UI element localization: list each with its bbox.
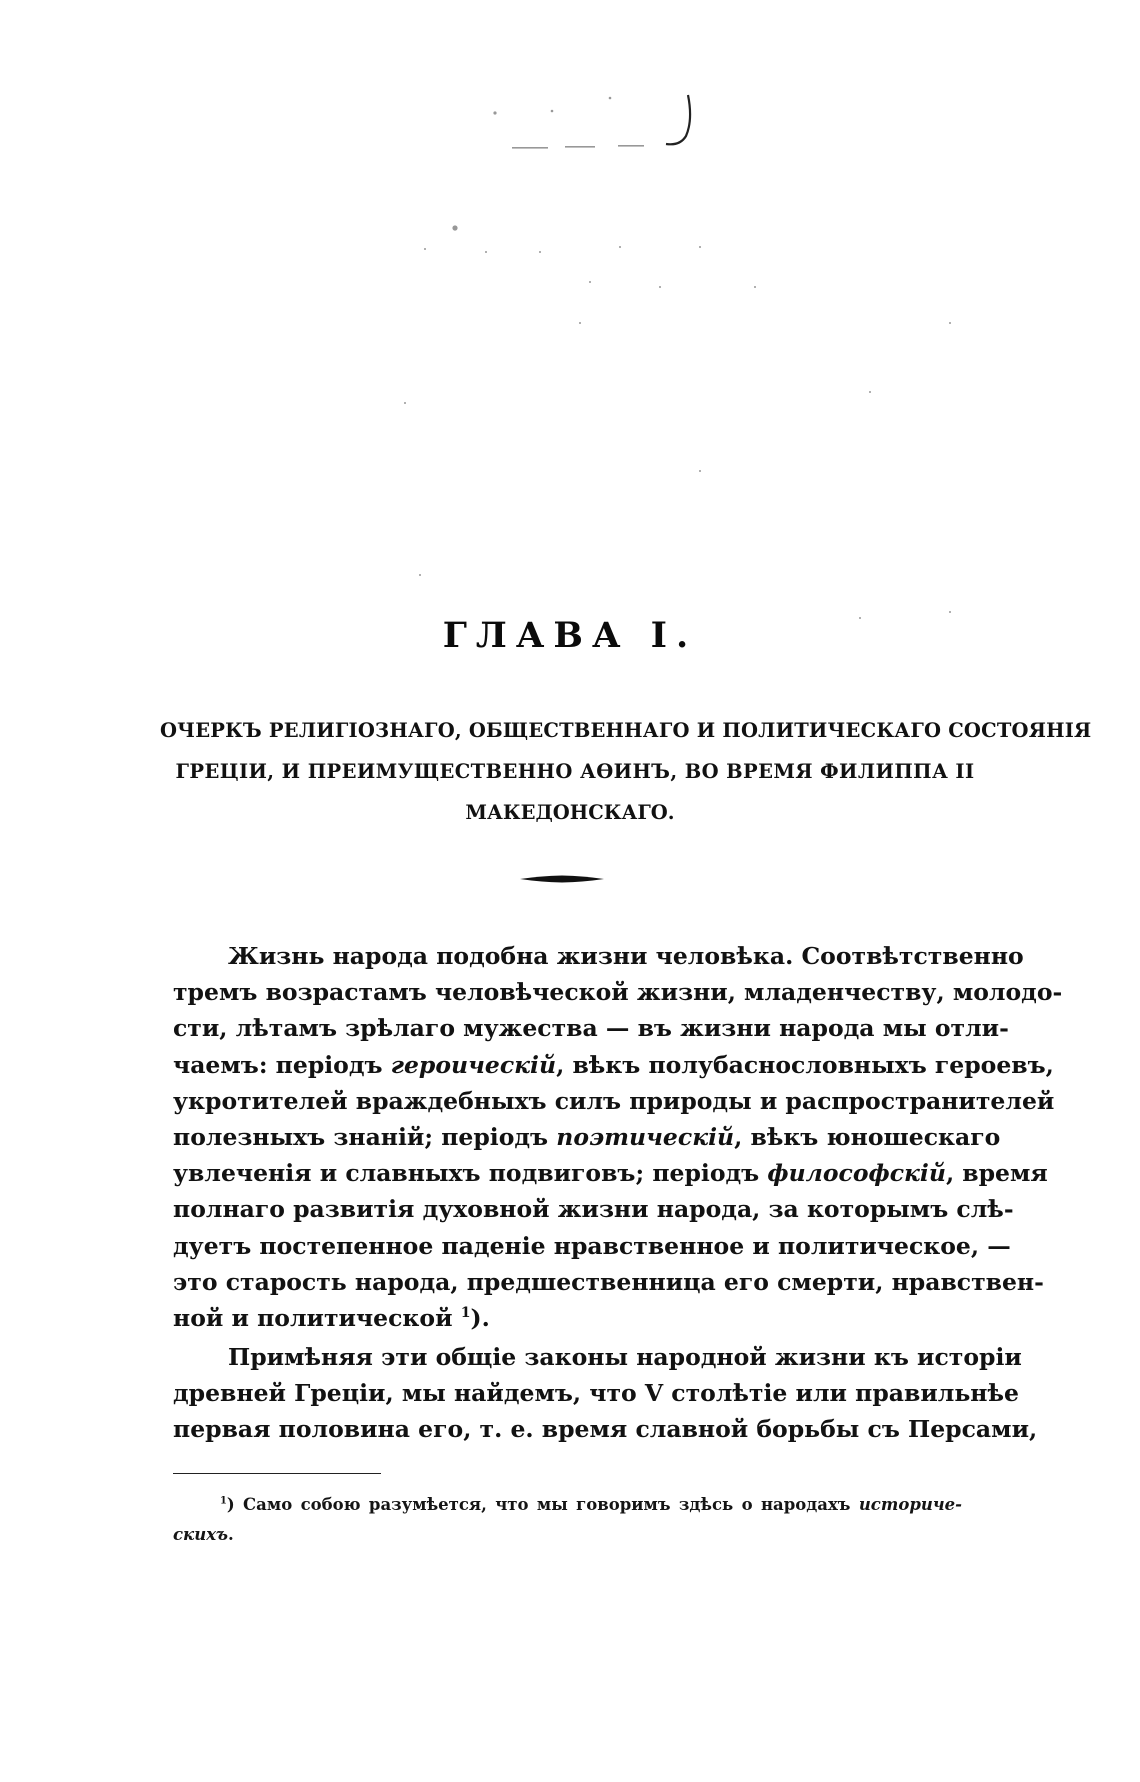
text-line: это старость народа, предшественница его смерти, нравствен- [173,1267,1044,1296]
text-run: чаемъ: періодъ [173,1050,391,1079]
footnote-ref[interactable]: 1 [460,1305,471,1322]
text-line: сти, лѣтамъ зрѣлаго мужества — въ жизни народа мы отли- [173,1014,1009,1043]
chapter-title: ГЛАВА I. [442,615,698,656]
text-run: ной и политической [173,1303,461,1332]
text-run: ) Само собою разумѣется, что мы говоримъ здѣсь о народахъ [226,1495,859,1514]
subtitle-line: ОЧЕРКЪ РЕЛИГІОЗНАГО, ОБЩЕСТВЕННАГО И ПОЛИТИЧЕСКАГО СОСТОЯНІЯ [160,719,1092,742]
text-line [173,1119,1001,1155]
scan-specks [0,0,1140,700]
text-line [173,1300,962,1336]
footnote [173,1490,962,1550]
footnote-line [173,1490,962,1520]
italic-term: историче- [858,1495,962,1514]
text-line: первая половина его, т. е. время славной борьбы съ Персами, [173,1415,1038,1444]
text-line [173,1047,1054,1083]
text-line: укротителей враждебныхъ силъ природы и распространителей [173,1086,1055,1115]
text-run: полезныхъ знаній; періодъ [173,1122,557,1151]
text-line: Примѣняя эти общіе законы народной жизни къ исторіи [228,1343,1022,1372]
text-run: увлеченія и славныхъ подвиговъ; періодъ [173,1159,768,1188]
text-line [173,1155,1048,1191]
text-run: , время [945,1159,1048,1188]
footnote-mark: 1 [220,1495,227,1507]
italic-term: скихъ [173,1525,229,1544]
text-line: дуетъ постепенное паденіе нравственное и политическое, — [173,1231,1011,1260]
text-run: ). [470,1303,490,1332]
italic-term: философскій [767,1159,946,1188]
text-run: , вѣкъ юношескаго [734,1122,1001,1151]
ornament-divider [520,874,604,884]
body-text [173,938,1063,1448]
chapter-subtitle [160,710,1092,833]
footnote-rule [173,1473,381,1474]
text-line: полнаго развитія духовной жизни народа, за которымъ слѣ- [173,1195,1014,1224]
italic-term: поэтическій [556,1122,735,1151]
footnote-line [173,1520,962,1550]
text-line: древней Греціи, мы найдемъ, что V столѣтіе или правильнѣе [173,1379,1019,1408]
subtitle-line: ГРЕЦІИ, И ПРЕИМУЩЕСТВЕННО АѲИНЪ, ВО ВРЕМЯ ФИЛИППА II [175,760,975,783]
text-run: , вѣкъ полубаснословныхъ героевъ, [556,1050,1054,1079]
text-line: Жизнь народа подобна жизни человѣка. Соотвѣтственно [228,942,1024,970]
text-line: тремъ возрастамъ человѣческой жизни, младенчеству, молодо- [173,978,1063,1007]
subtitle-line: МАКЕДОНСКАГО. [465,801,675,824]
italic-term: героическій [390,1050,557,1079]
text-run: . [228,1525,234,1544]
